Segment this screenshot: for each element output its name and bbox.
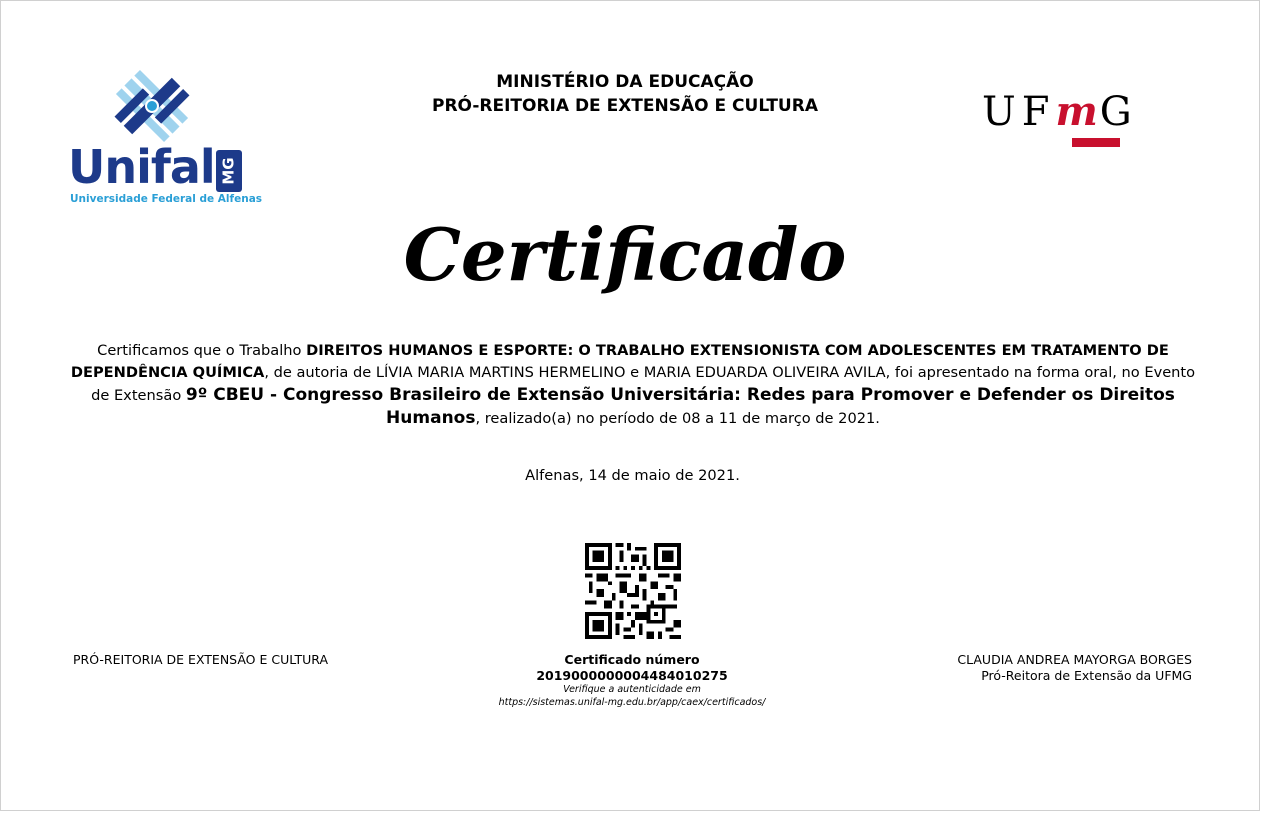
certificate-number: 20190000000044840102​75 [536, 668, 728, 683]
office-name: PRÓ-REITORIA DE EXTENSÃO E CULTURA [432, 96, 818, 116]
ufmg-red-bar [1072, 138, 1120, 147]
unifal-state-badge: MG [216, 150, 242, 192]
signer-role: Pró-Reitora de Extensão da UFMG [981, 668, 1192, 683]
work-title: DIREITOS HUMANOS E ESPORTE: O TRABALHO EXTENSIONISTA COM ADOLESCENTES EM TRATAMENTO DE DEPENDÊNCIA QUÍMICA [70, 342, 1169, 381]
ministry-name: MINISTÉRIO DA EDUCAÇÃO [496, 72, 754, 92]
unifal-emblem-icon [66, 66, 246, 146]
certificate-number-block [432, 652, 832, 709]
certificate-title: Certificado [403, 212, 847, 297]
verify-url: https://sistemas.unifal-mg.edu.br/app/caex/certificados/ [498, 697, 766, 708]
signer-name: CLAUDIA ANDREA MAYORGA BORGES [957, 652, 1192, 667]
qr-code-icon [585, 543, 681, 639]
issue-date: Alfenas, 14 de maio de 2021. [525, 467, 740, 484]
ufmg-logo [982, 90, 1182, 154]
unifal-logo [66, 66, 263, 212]
unifal-wordmark: Unifal [68, 140, 215, 194]
ufmg-wordmark: UFmG [982, 88, 1138, 135]
unifal-subtitle: Universidade Federal de Alfenas [70, 193, 263, 205]
signature-block [957, 652, 1192, 684]
event-name: 9º CBEU - Congresso Brasileiro de Extensão Universitária: Redes para Promover e Defender os Direitos Humanos [185, 385, 1175, 428]
issuing-office: PRÓ-REITORIA DE EXTENSÃO E CULTURA [73, 652, 328, 667]
verify-text: Verifique a autenticidade em [563, 684, 701, 695]
certificate-body: Certificamos que o Trabalho DIREITOS HUMANOS E ESPORTE: O TRABALHO EXTENSIONISTA COM ADOLESCENTES EM TRATAMENTO DE DEPENDÊNCIA QUÍMICA, de autoria de LÍVIA MARIA MARTINS HERMELINO e MARIA EDUARDA OLIVEIRA AVILA, foi apresentado na forma oral, no Evento de Extensão 9º CBEU - Congresso Brasileiro de Extensão Universitária: Redes para Promover e Defender os Direitos Humanos, realizado(a) no período de 08 a 11 de março de 2021. [70, 342, 1196, 428]
certificate-number-label: Certificado número [564, 652, 700, 667]
certificate-header [380, 70, 870, 118]
